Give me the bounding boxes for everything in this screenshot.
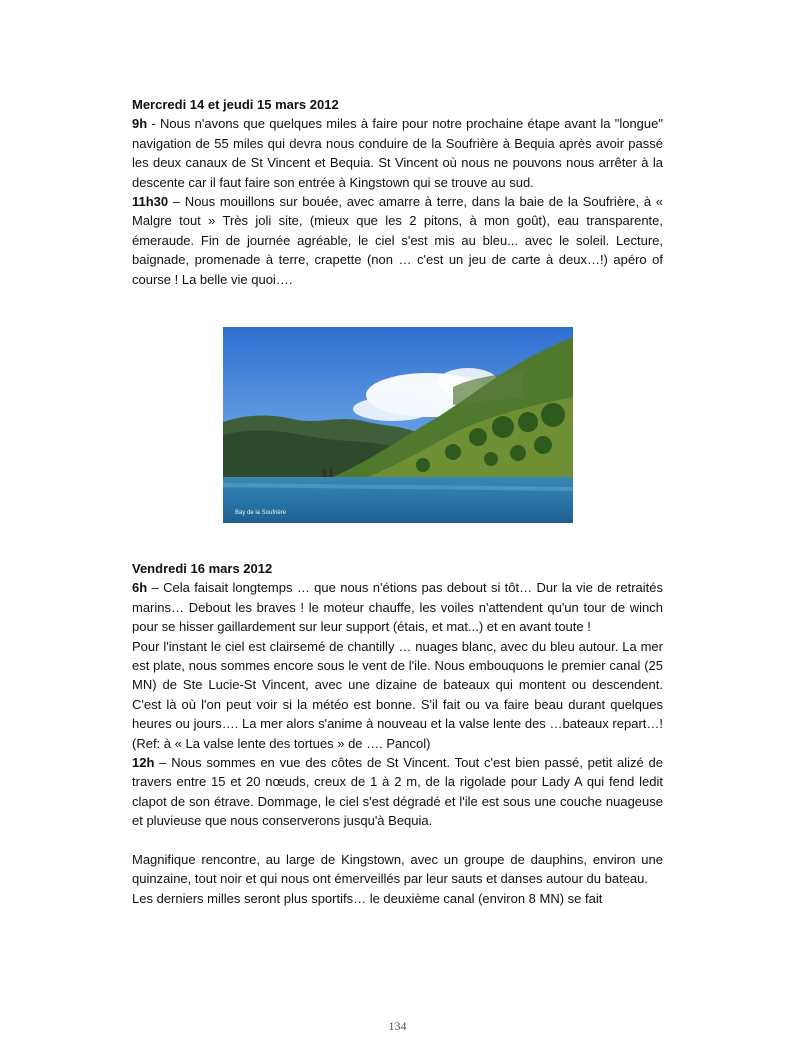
entry-11h30 xyxy=(132,192,663,289)
paragraph: Les derniers milles seront plus sportifs… le deuxième canal (environ 8 MN) se fait xyxy=(132,890,603,906)
bay-photo-illustration xyxy=(223,327,573,523)
entry-text: – Nous sommes en vue des côtes de St Vincent. Tout c'est bien passé, petit alizé de travers entre 15 et 20 nœuds, creux de 1 à 2 m, de la rigolade pour Lady A qui fend ledit clapot de son étrave. Dommage, le ciel s'est dégradé et l'ile est sous une couche nuageuse et pluvieuse que nous conserverons jusqu'à Bequia. xyxy=(132,755,663,829)
page-number: 134 xyxy=(388,1019,407,1033)
entry-text: - Nous n'avons que quelques miles à faire pour notre prochaine étape avant la "longue" navigation de 55 miles qui devra nous conduire de la Soufrière à Bequia après avoir passé les deux canaux de St Vincent et Bequia. St Vincent où nous ne pouvons nous arrêter à la descente car il faut faire son entrée à Kingstown qui se trouve au sud. xyxy=(132,116,663,190)
entry-time: 11h30 xyxy=(132,194,169,210)
entry-time: 6h xyxy=(132,580,148,596)
section-heading: Vendredi 16 mars 2012 xyxy=(132,561,273,576)
entry-9h xyxy=(132,114,663,192)
bay-photo xyxy=(223,327,573,523)
section-heading: Mercredi 14 et jeudi 15 mars 2012 xyxy=(132,97,339,112)
section-2 xyxy=(132,559,663,908)
paragraph: Pour l'instant le ciel est clairsemé de chantilly … nuages blanc, avec du bleu autour. La mer est plate, nous sommes encore sous le vent de l'ile. Nous embouquons le premier canal (25 MN) de Ste Lucie-St Vincent, avec une dizaine de bateaux qui montent ou descendent. C'est là où l'on peut voir si la météo est bonne. S'il fait ou va faire beau durant quelques heures ou jours…. La mer alors s'anime à nouveau et la valse lente des …bateaux repart…! (Ref: à « La valse lente des tortues » de …. Pancol) xyxy=(132,638,663,751)
paragraph: Magnifique rencontre, au large de Kingstown, avec un groupe de dauphins, environ une quinzaine, tout noir et qui nous ont émerveillés par leur sauts et danses autour du bateau. xyxy=(132,851,663,887)
entry-time: 12h xyxy=(132,755,155,771)
section-1 xyxy=(132,95,663,289)
entry-6h xyxy=(132,578,663,636)
entry-12h xyxy=(132,753,663,831)
entry-time: 9h xyxy=(132,116,148,132)
entry-text: – Nous mouillons sur bouée, avec amarre à terre, dans la baie de la Soufrière, à « Malgre tout » Très joli site, (mieux que les 2 pitons, à mon goût), eau transparente, émeraude. Fin de journée agréable, le ciel s'est mis au bleu... avec le soleil. Lecture, baignade, promenade à terre, crapette (non … c'est un jeu de carte à deux…!) apéro of course ! La belle vie quoi…. xyxy=(132,194,663,287)
photo-caption: Bay de la Soufrière xyxy=(235,510,287,516)
entry-text: – Cela faisait longtemps … que nous n'étions pas debout si tôt… Dur la vie de retraités marins… Debout les braves ! le moteur chauffe, les voiles n'attendent qu'un tour de winch pour se hisser gaillardement sur leur support (étais, et mat...) et en avant toute ! xyxy=(132,580,663,635)
